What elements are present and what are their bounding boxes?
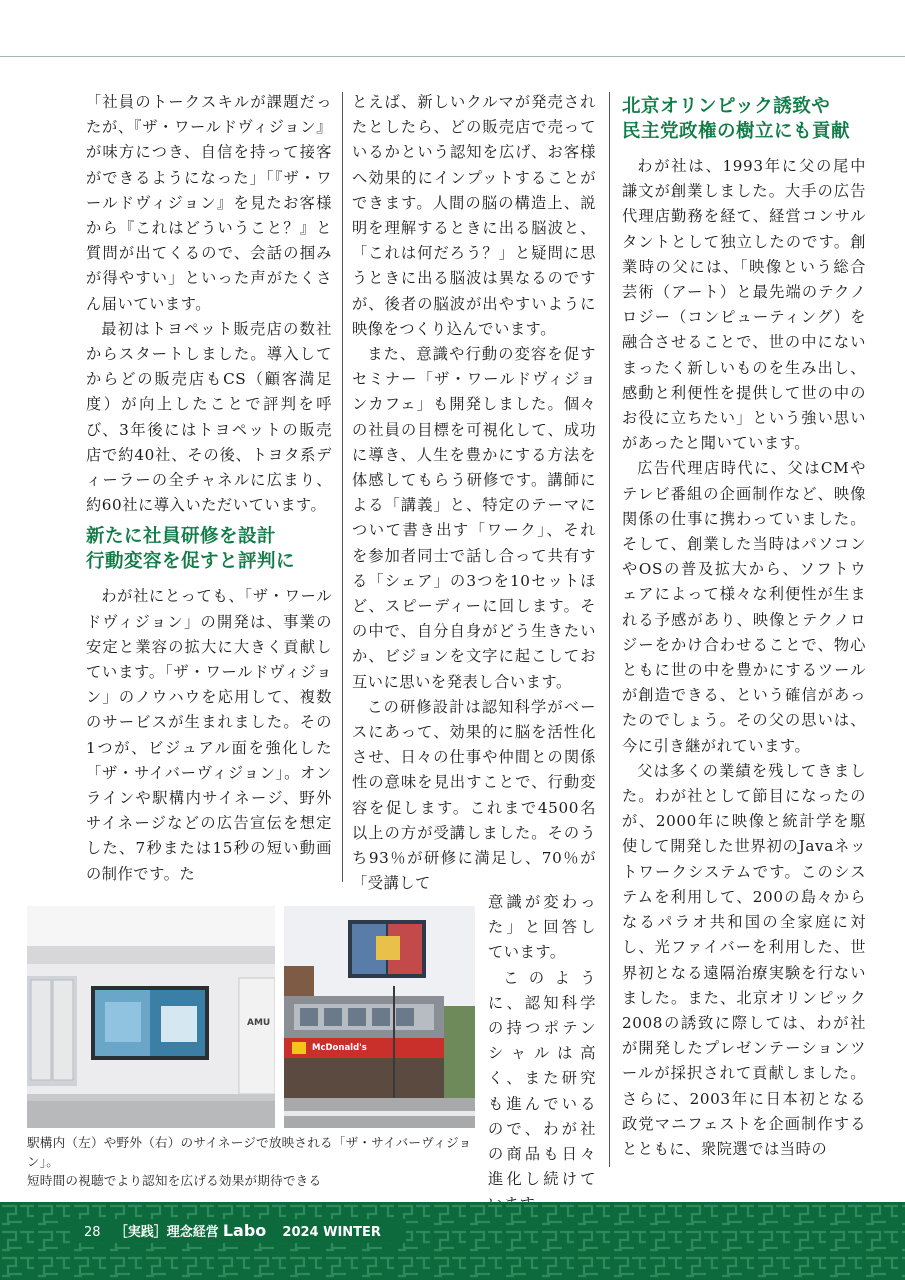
station-signage-photo bbox=[27, 906, 275, 1128]
article-column-2-continued bbox=[488, 890, 596, 1218]
article-column-2 bbox=[352, 90, 596, 897]
paragraph: わが社にとっても、「ザ・ワールドヴィジョン」の開発は、事業の安定と業容の拡大に大きく貢献しています。「ザ・ワールドヴィジョン」のノウハウを応用して、複数のサービスが生まれました。その1つが、ビジュアル面を強化した「ザ・サイバーヴィジョン」。オンラインや駅構内サイネージ、野外サイネージなどの広告宣伝を想定した、7秒または15秒の短い動画の制作です。た bbox=[86, 587, 332, 883]
top-rule bbox=[0, 56, 905, 57]
paragraph: 父は多くの業績を残してきました。わが社として節目になったのが、2000年に映像と統計学を駆使して開発した世界初のJavaネットワークシステムです。このシステムを利用して、200の島々からなるパラオ共和国の全家庭に対し、光ファイバーを利用した、世界初となる遠隔治療実験を行ないました。また、北京オリンピック2008の誘致に際しては、わが社が開発したプレゼンテーションツールが採択されて貢献しました。さらに、2003年に日本初となる政党マニフェストを企画制作するとともに、衆院選では当時の bbox=[622, 761, 866, 1158]
outdoor-signage-photo bbox=[284, 906, 475, 1128]
heading-line-1: 北京オリンピック誘致や bbox=[622, 96, 831, 117]
paragraph: 「社員のトークスキルが課題だったが、『ザ・ワールドヴィジョン』が味方につき、自信を持って接客ができるようになった」「『ザ・ワールドヴィジョン』を見たお客様から『これはどういうこと？』と質問が出てくるので、会話の掴みが得やすい」といった声がたくさん届いています。 bbox=[86, 93, 332, 313]
outdoor-signage-illustration bbox=[284, 906, 475, 1128]
caption-line-1: 駅構内（左）や野外（右）のサイネージで放映される「ザ・サイバーヴィジョン」。 bbox=[27, 1135, 472, 1169]
magazine-labo: Labo bbox=[222, 1221, 267, 1240]
column-divider bbox=[609, 92, 610, 1167]
paragraph: とえば、新しいクルマが発売されたとしたら、どの販売店で売っているかという認知を広げ、お客様へ効果的にインプットすることができます。人間の脳の構造上、説明を理解するときに出る脳波と、「これは何だろう？」と疑問に思うときに出る脳波は異なるのですが、後者の脳波が出やすいように映像をつくり込んでいます。 bbox=[352, 93, 596, 338]
heading-line-2: 行動変容を促すと評判に bbox=[86, 551, 296, 573]
heading-line-1: 新たに社員研修を設計 bbox=[86, 526, 277, 548]
footer-info bbox=[84, 1221, 381, 1243]
mcdonalds-sign: McDonald's bbox=[312, 1043, 367, 1053]
amu-sign: AMU bbox=[247, 1018, 271, 1028]
paragraph: また、意識や行動の変容を促すセミナー「ザ・ワールドヴィジョンカフェ」も開発しました。個々の社員の目標を可視化して、成功に導き、人生を豊かにする方法を体感してもらう研修です。講師による「講義」と、特定のテーマについて書き出す「ワーク」、それを参加者同士で話し合って共有する「シェア」の3つを10セットほど、スピーディーに回します。その中で、自分自身がどう生きたいか、ビジョンを文字に起こしてお互いに思いを発表し合います。 bbox=[352, 345, 596, 691]
page-number: 28 bbox=[84, 1225, 101, 1240]
paragraph: この研修設計は認知科学がベースにあって、効果的に脳を活性化させ、日々の仕事や仲間との関係性の意味を見出すことで、行動変容を促します。これまで4500名以上の方が受講しました。そのうち93％が研修に満足し、70％が「受講して bbox=[352, 697, 596, 893]
paragraph: 広告代理店時代に、父はCMやテレビ番組の企画制作など、映像関係の仕事に携わっていました。そして、創業した当時はパソコンやOSの普及拡大から、ソフトウェアによって様々な利便性が生まれる予感があり、映像とテクノロジーをかけ合わせることで、物心ともに世の中を豊かにするツールが創造できる、という確信があったのでしょう。その父の思いは、今に引き継がれています。 bbox=[622, 459, 866, 755]
column-divider bbox=[342, 92, 343, 882]
section-heading bbox=[622, 94, 866, 144]
photo-caption bbox=[27, 1133, 487, 1190]
paragraph: 最初はトヨペット販売店の数社からスタートしました。導入してからどの販売店もCS（顧客満足度）が向上したことで評判を呼び、3年後にはトヨペットの販売店で約40社、その後、トヨタ系ディーラーの全チャネルに広まり、約60社に導入いただいています。 bbox=[86, 319, 332, 515]
magazine-title: ［実践］理念経営 bbox=[114, 1225, 219, 1240]
paragraph: このように、認知科学の持つポテンシャルは高く、また研究も進んでいるので、わが社の商品も日々進化し続けて bbox=[488, 968, 596, 1189]
heading-line-2: 民主党政権の樹立にも貢献 bbox=[622, 121, 851, 142]
paragraph: 意識が変わった」と回答しています。 bbox=[488, 893, 596, 962]
article-column-1 bbox=[86, 90, 332, 887]
station-signage-illustration bbox=[27, 906, 275, 1128]
paragraph: わが社は、1993年に父の尾中謙文が創業しました。大手の広告代理店勤務を経て、経営コンサルタントとして独立したのです。創業時の父には、「映像という総合芸術（アート）と最先端のテクノロジー（コンピューティング）を融合させることで、世の中にないまったく新しいものを生み出し、感動と利便性を提供して世の中のお役に立ちたい」という強い思いがあったと聞いています。 bbox=[622, 157, 866, 453]
section-heading bbox=[86, 524, 332, 574]
issue-label: 2024 WINTER bbox=[282, 1225, 381, 1240]
caption-line-2: 短時間の視聴でより認知を広げる効果が期待できる bbox=[27, 1173, 322, 1188]
article-column-3 bbox=[622, 90, 866, 1162]
